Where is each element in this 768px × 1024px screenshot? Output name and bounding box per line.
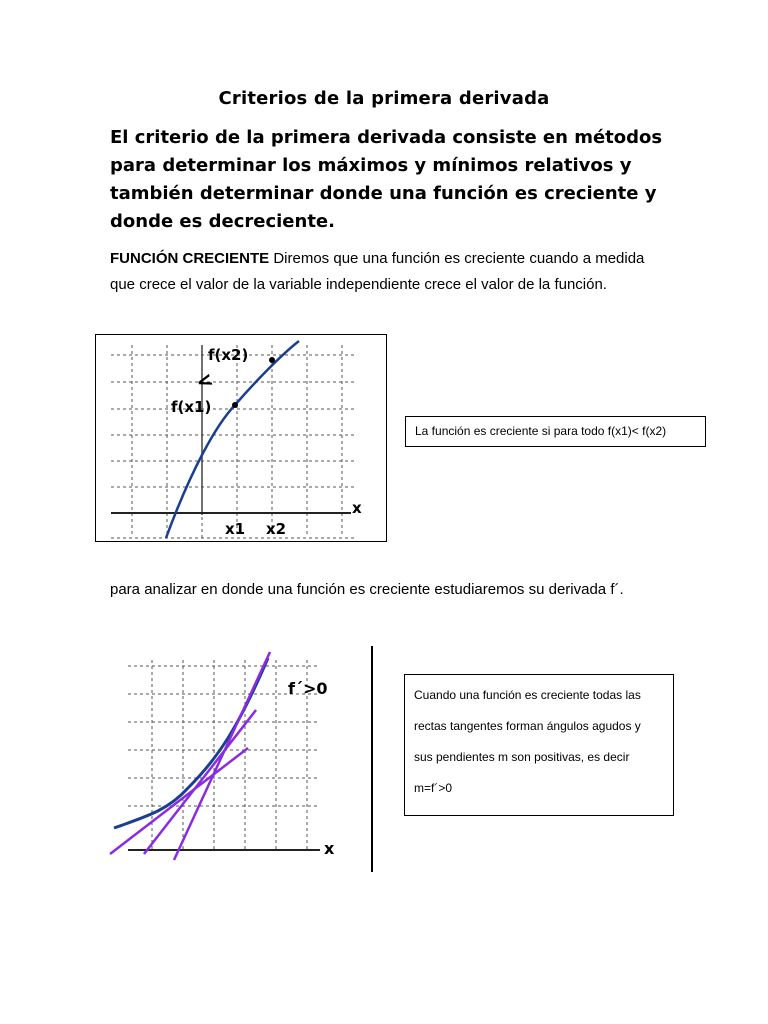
- label-less-than: <: [192, 366, 217, 395]
- derivative-paragraph: para analizar en donde una función es creciente estudiaremos su derivada f´.: [110, 581, 624, 598]
- label-x1: x1: [225, 520, 246, 538]
- tangent-line-1: [110, 748, 248, 854]
- note-line: rectas tangentes forman ángulos agudos y: [414, 719, 641, 733]
- increasing-function-text: Diremos que una función es creciente cuando a medida que crece el valor de la variable independiente crece el valor de la función.: [110, 250, 645, 293]
- note-line: m=f´>0: [414, 781, 453, 795]
- page-title: Criterios de la primera derivada: [218, 88, 550, 109]
- tangent-lines: [110, 652, 270, 860]
- intro-paragraph: El criterio de la primera derivada consiste en métodos para determinar los máximos y mínimos relativos y también determinar donde una función es creciente y donde es decreciente.: [110, 127, 663, 232]
- increasing-function-graph-svg: [96, 335, 385, 540]
- vertical-divider: [371, 646, 373, 872]
- increasing-curve: [166, 341, 299, 538]
- label-x-axis: x: [324, 839, 335, 858]
- increasing-function-heading: FUNCIÓN CRECIENTE: [110, 250, 270, 267]
- label-fprime-positive: f´>0: [288, 679, 328, 698]
- point-x2: [269, 357, 275, 363]
- label-fx1: f(x1): [171, 398, 212, 416]
- label-x2: x2: [266, 520, 287, 538]
- note-line: Cuando una función es creciente todas las: [414, 688, 641, 702]
- label-x-axis: x: [352, 499, 362, 517]
- increasing-definition-note: La función es creciente si para todo f(x1)< f(x2): [405, 416, 706, 447]
- tangent-explanation-note: [404, 674, 674, 816]
- note-line: sus pendientes m son positivas, es decir: [414, 750, 630, 764]
- tangent-line-3: [174, 652, 270, 860]
- tangent-lines-graph-svg: [108, 648, 348, 870]
- increasing-function-paragraph: [110, 246, 670, 298]
- increasing-function-graph: [95, 334, 387, 542]
- label-fx2: f(x2): [208, 346, 249, 364]
- increasing-curve: [114, 658, 268, 828]
- grid-lines: [111, 345, 356, 538]
- tangent-lines-graph: [108, 648, 348, 870]
- tangent-line-2: [144, 710, 256, 854]
- point-x1: [232, 402, 238, 408]
